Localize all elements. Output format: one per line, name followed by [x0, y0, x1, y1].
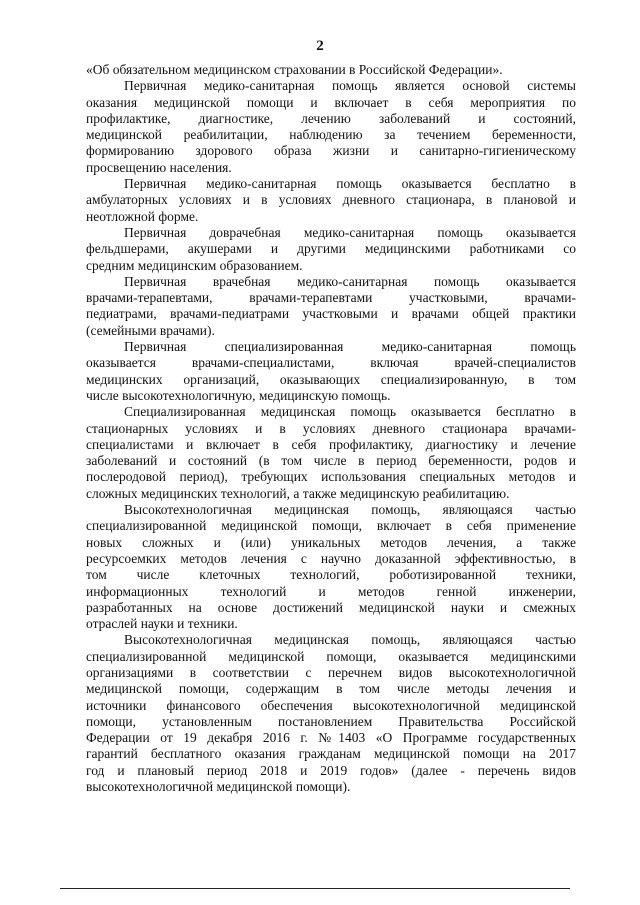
text-line: организациями в соответствии с перечнем видов высокотехнологичной [86, 664, 576, 680]
text-line: сложных медицинских технологий, а также медицинскую реабилитацию. [86, 485, 510, 501]
text-line: Высокотехнологичная медицинская помощь, являющаяся частью [124, 632, 576, 648]
text-line: средним медицинским образованием. [86, 257, 303, 273]
text-line: педиатрами, врачами-педиатрами участковыми и врачами общей практики [86, 306, 576, 322]
text-line: послеродовой период), требующих использования специальных методов и [86, 469, 576, 485]
text-line: Первичная доврачебная медико-санитарная помощь оказывается [124, 224, 576, 240]
text-line: Первичная медико-санитарная помощь оказывается бесплатно в [124, 176, 576, 192]
text-line: просвещению населения. [86, 159, 232, 175]
text-line: заболеваний и состояний (в том числе в период беременности, родов и [86, 453, 576, 469]
text-line: стационарных условиях и в условиях дневного стационара врачами- [86, 420, 576, 436]
page-number: 2 [316, 38, 324, 54]
text-line: амбулаторных условиях и в условиях дневного стационара, в плановой и [86, 192, 576, 208]
text-line: Специализированная медицинская помощь оказывается бесплатно в [124, 404, 576, 420]
bottom-rule [60, 888, 570, 889]
text-line: том числе клеточных технологий, роботизированной техники, [86, 567, 576, 583]
text-line: медицинских организаций, оказывающих специализированную, в том [86, 371, 576, 387]
text-line: Федерации от 19 декабря 2016 г. №1403 «О Программе государственных [86, 730, 576, 746]
text-line: неотложной форме. [86, 208, 199, 224]
text-line: высокотехнологичной медицинской помощи). [86, 779, 351, 795]
text-line: Первичная медико-санитарная помощь является основой системы [124, 78, 576, 94]
text-line: числе высокотехнологичную, медицинскую помощь. [86, 387, 391, 403]
text-line: (семейными врачами). [86, 322, 215, 338]
text-line: профилактике, диагностике, лечению заболеваний и состояний, [86, 110, 576, 126]
text-line: медицинской реабилитации, наблюдению за течением беременности, [86, 127, 576, 143]
text-line: оказания медицинской помощи и включает в себя мероприятия по [86, 94, 576, 110]
text-line: оказывается врачами-специалистами, включая врачей-специалистов [86, 355, 576, 371]
text-line: гарантий бесплатного оказания гражданам медицинской помощи на 2017 [86, 746, 576, 762]
text-line: «Об обязательном медицинском страховании в Российской Федерации». [86, 62, 503, 77]
text-line: медицинской помощи, содержащим в том числе методы лечения и [86, 681, 576, 697]
text-line: специалистами и включает в себя профилактику, диагностику и лечение [86, 436, 576, 452]
text-line: разработанных на основе достижений медицинской науки и смежных [86, 599, 576, 615]
text-line: врачами-терапевтами, врачами-терапевтами участковыми, врачами- [86, 290, 576, 306]
text-line: новых сложных и (или) уникальных методов лечения, а также [86, 534, 576, 550]
text-line: год и плановый период 2018 и 2019 годов» (далее - перечень видов [86, 762, 576, 778]
text-line: отраслей науки и техники. [86, 616, 238, 632]
text-line: формированию здорового образа жизни и санитарно-гигиеническому [86, 143, 576, 159]
text-line: помощи, установленным постановлением Правительства Российской [86, 713, 576, 729]
text-line: источники финансового обеспечения высокотехнологичной медицинской [86, 697, 576, 713]
text-line: Первичная специализированная медико-санитарная помощь [124, 339, 576, 355]
text-line: специализированной медицинской помощи, включает в себя применение [86, 518, 576, 534]
text-line: Высокотехнологичная медицинская помощь, являющаяся частью [124, 502, 576, 518]
document-body [86, 62, 576, 795]
text-line: фельдшерами, акушерами и другими медицинскими работниками со [86, 241, 576, 257]
text-line: информационных технологий и методов генной инженерии, [86, 583, 576, 599]
text-line: специализированной медицинской помощи, оказывается медицинскими [86, 648, 576, 664]
text-line: Первичная врачебная медико-санитарная помощь оказывается [124, 273, 576, 289]
text-line: ресурсоемких методов лечения с научно доказанной эффективностью, в [86, 550, 576, 566]
